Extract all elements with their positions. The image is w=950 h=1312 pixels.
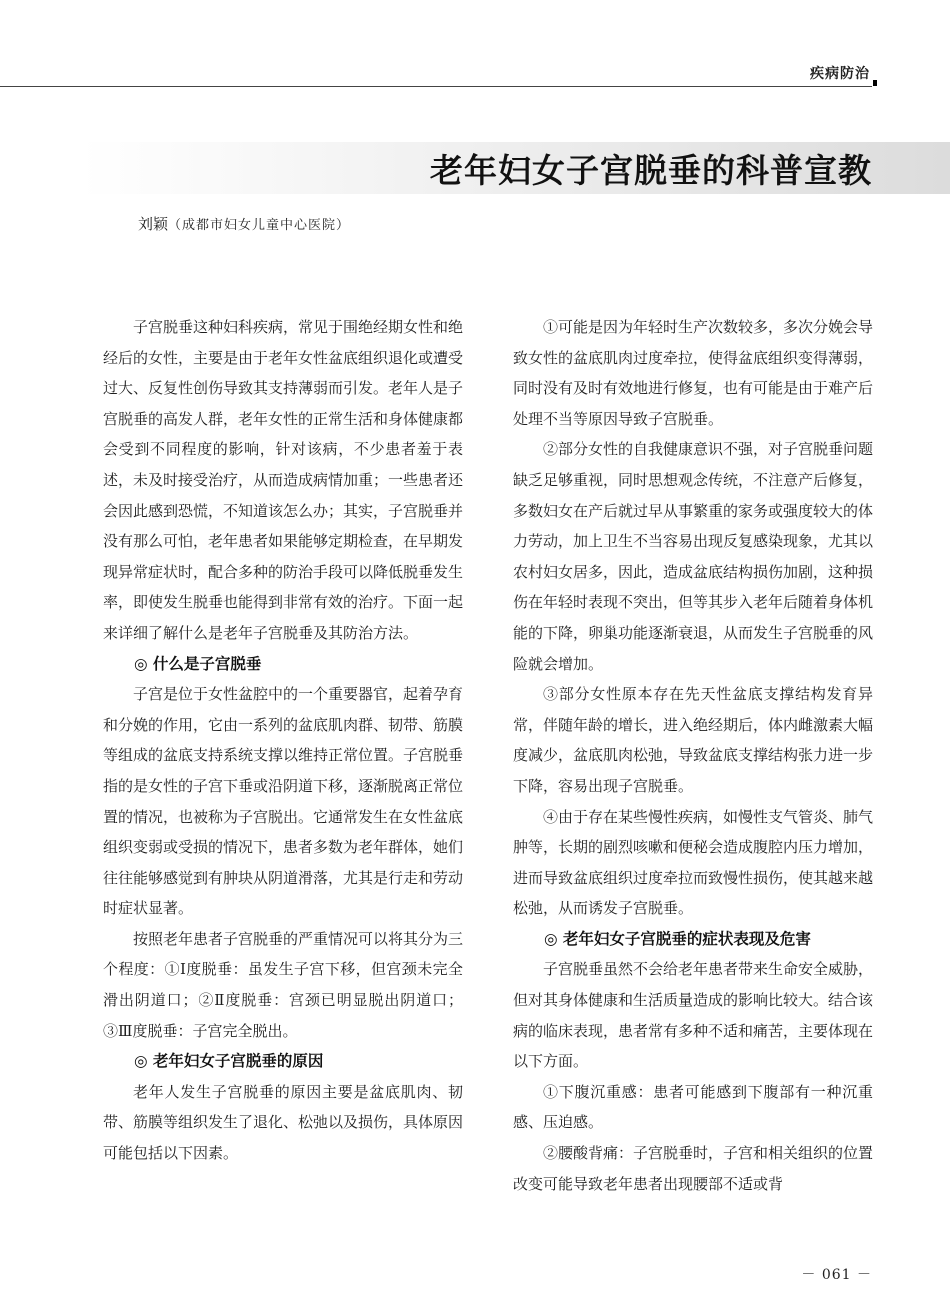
heading-symptoms: ◎ 老年妇女子宫脱垂的症状表现及危害 — [544, 928, 811, 948]
paragraph-symptoms-intro: 子宫脱垂虽然不会给老年患者带来生命安全威胁，但对其身体健康和生活质量造成的影响比较大。结合该病的临床表现，患者常有多种不适和痛苦，主要体现在以下方面。 — [513, 960, 874, 1071]
left-column — [103, 312, 463, 1169]
paragraph-symptom-2: ②腰酸背痛：子宫脱垂时，子宫和相关组织的位置改变可能导致老年患者出现腰部不适或背 — [513, 1144, 874, 1193]
paragraph-intro: 子宫脱垂这种妇科疾病，常见于围绝经期女性和绝经后的女性，主要是由于老年女性盆底组织退化或遭受过大、反复性创伤导致其支持薄弱而引发。老年人是子宫脱垂的高发人群，老年女性的正常生活和身体健康都会受到不同程度的影响，针对该病，不少患者羞于表述，未及时接受治疗，从而造成病情加重；一些患者还会因此感到恐慌，不知道该怎么办；其实，子宫脱垂并没有那么可怕，老年患者如果能够定期检查，在早期发现异常症状时，配合多种的防治手段可以降低脱垂发生率，即使发生脱垂也能得到非常有效的治疗。下面一起来详细了解什么是老年子宫脱垂及其防治方法。 — [103, 318, 464, 642]
section-label: 疾病防治 — [810, 66, 870, 82]
paragraph-cause-3: ③部分女性原本存在先天性盆底支撑结构发育异常，伴随年龄的增长，进入绝经期后，体内雌激素大幅度减少，盆底肌肉松弛，导致盆底支撑结构张力进一步下降，容易出现子宫脱垂。 — [513, 685, 874, 795]
paragraph-causes-intro: 老年人发生子宫脱垂的原因主要是盆底肌肉、韧带、筋膜等组织发生了退化、松弛以及损伤，具体原因可能包括以下因素。 — [103, 1082, 464, 1163]
paragraph-severity-grades: 按照老年患者子宫脱垂的严重情况可以将其分为三个程度：①Ⅰ度脱垂：虽发生子宫下移，但宫颈未完全滑出阴道口；②Ⅱ度脱垂：宫颈已明显脱出阴道口；③Ⅲ度脱垂：子宫完全脱出。 — [103, 929, 464, 1040]
paragraph-cause-4: ④由于存在某些慢性疾病，如慢性支气管炎、肺气肿等，长期的剧烈咳嗽和便秘会造成腹腔内压力增加，进而导致盆底组织过度牵拉而致慢性损伤，使其越来越松弛，从而诱发子宫脱垂。 — [513, 807, 874, 918]
byline — [138, 213, 350, 234]
right-column — [513, 312, 873, 1199]
header-rule — [0, 86, 872, 87]
heading-what-is-prolapse: ◎ 什么是子宫脱垂 — [134, 653, 262, 673]
paragraph-cause-2: ②部分女性的自我健康意识不强，对子宫脱垂问题缺乏足够重视，同时思想观念传统，不注意产后修复，多数妇女在产后就过早从事繁重的家务或强度较大的体力劳动，加上卫生不当容易出现反复感染现象，尤其以农村妇女居多，因此，造成盆底结构损伤加剧，这种损伤在年轻时表现不突出，但等其步入老年后随着身体机能的下降，卵巢功能逐渐衰退，从而发生子宫脱垂的风险就会增加。 — [513, 440, 874, 673]
heading-causes: ◎ 老年妇女子宫脱垂的原因 — [134, 1051, 324, 1071]
author-name: 刘颖 — [138, 215, 169, 233]
article-title: 老年妇女子宫脱垂的科普宣教 — [430, 151, 872, 190]
paragraph-definition: 子宫是位于女性盆腔中的一个重要器官，起着孕育和分娩的作用，它由一系列的盆底肌肉群、韧带、筋膜等组成的盆底支持系统支撑以维持正常位置。子宫脱垂指的是女性的子宫下垂或沿阴道下移，逐渐脱离正常位置的情况，也被称为子宫脱出。它通常发生在女性盆底组织变弱或受损的情况下，患者多数为老年群体，她们往往能够感觉到有肿块从阴道滑落，尤其是行走和劳动时症状显著。 — [103, 685, 464, 918]
paragraph-symptom-1: ①下腹沉重感：患者可能感到下腹部有一种沉重感、压迫感。 — [513, 1082, 873, 1132]
header-square-mark — [873, 80, 877, 86]
author-affiliation: （成都市妇女儿童中心医院） — [168, 218, 351, 233]
paragraph-cause-1: ①可能是因为年轻时生产次数较多，多次分娩会导致女性的盆底肌肉过度牵拉，使得盆底组织变得薄弱，同时没有及时有效地进行修复，也有可能是由于难产后处理不当等原因导致子宫脱垂。 — [513, 318, 874, 428]
page-number: － 061 － — [801, 1267, 872, 1283]
